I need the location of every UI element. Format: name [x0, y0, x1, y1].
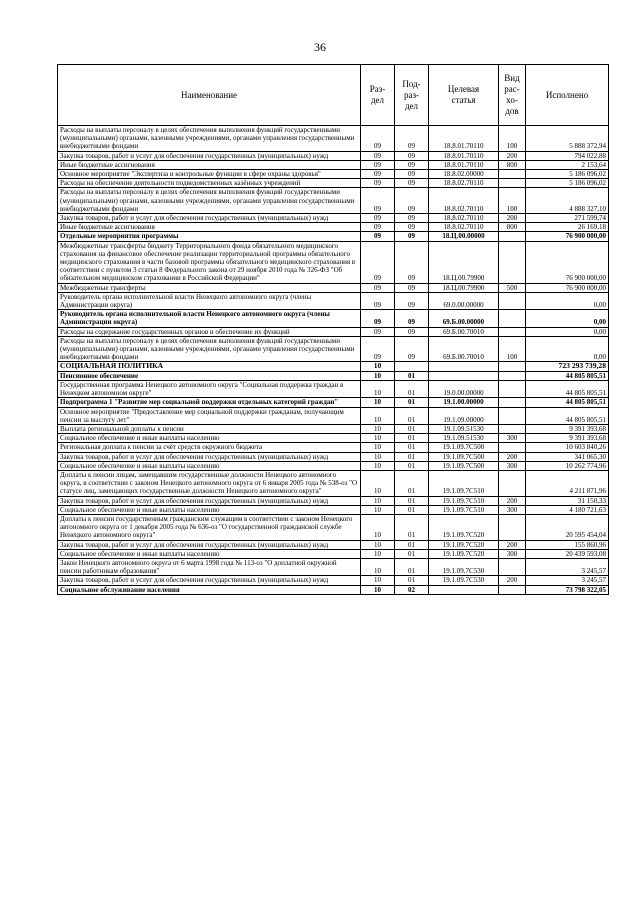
cell-name: Руководитель органа исполнительной власти Ненецкого автономного округа (члены Администрации округа) — [58, 292, 361, 309]
cell-name: Основное мероприятие "Предоставление мер социальной поддержки гражданам, получающим пенсии за выслугу лет" — [58, 407, 361, 424]
cell-expense-type — [499, 371, 526, 380]
header-name: Наименование — [58, 65, 361, 126]
cell-expense-type: 200 — [499, 151, 526, 160]
cell-expense-type: 300 — [499, 461, 526, 470]
cell-expense-type — [499, 470, 526, 496]
cell-name: Закупка товаров, работ и услуг для обеспечения государственных (муниципальных) нужд — [58, 452, 361, 461]
cell-executed: 73 798 322,05 — [526, 585, 609, 594]
cell-subsection: 01 — [395, 452, 429, 461]
header-section-text: Раз- дел — [369, 84, 386, 105]
cell-section: 09 — [361, 241, 395, 283]
table-row — [58, 514, 609, 540]
cell-name: Социальное обеспечение и иные выплаты населению — [58, 505, 361, 514]
cell-subsection: 09 — [395, 310, 429, 327]
cell-section: 09 — [361, 160, 395, 169]
cell-section: 09 — [361, 214, 395, 223]
cell-executed: 0,00 — [526, 336, 609, 362]
table-row — [58, 371, 609, 380]
cell-section: 10 — [361, 407, 395, 424]
cell-name: Межбюджетные трансферты — [58, 283, 361, 292]
cell-section: 10 — [361, 505, 395, 514]
cell-section: 10 — [361, 576, 395, 585]
cell-target-article: 19.1.09.7C510 — [429, 496, 499, 505]
cell-section: 09 — [361, 170, 395, 179]
cell-executed: 723 293 739,28 — [526, 362, 609, 371]
table-row — [58, 362, 609, 371]
cell-target-article: 19.1.09.7C510 — [429, 470, 499, 496]
cell-subsection: 09 — [395, 327, 429, 336]
table-row — [58, 126, 609, 152]
cell-subsection: 01 — [395, 424, 429, 433]
cell-expense-type — [499, 585, 526, 594]
cell-name: Закупка товаров, работ и услуг для обеспечения государственных (муниципальных) нужд — [58, 496, 361, 505]
cell-executed: 76 900 000,00 — [526, 283, 609, 292]
cell-name: Расходы на обеспечение деятельности подведомственных казённых учреждений — [58, 179, 361, 188]
cell-executed: 3 245,57 — [526, 576, 609, 585]
cell-name: Руководитель органа исполнительной власти Ненецкого автономного округа (члены Администрации округа) — [58, 310, 361, 327]
cell-name: Доплаты к пенсии государственным гражданским служащим в соответствии с законом Ненецкого автономного округа от 1 декабря 2005 года № 636-оз "О государственной гражданской службе Ненецкого автономного округа" — [58, 514, 361, 540]
cell-expense-type — [499, 232, 526, 241]
cell-executed: 9 391 393,68 — [526, 434, 609, 443]
header-expense-type — [499, 65, 526, 126]
cell-expense-type — [499, 443, 526, 452]
header-executed: Исполнено — [526, 65, 609, 126]
cell-expense-type: 800 — [499, 223, 526, 232]
table-row — [58, 540, 609, 549]
cell-subsection: 09 — [395, 179, 429, 188]
cell-section: 09 — [361, 151, 395, 160]
cell-name: Подпрограмма 1 "Развитие мер социальной поддержки отдельных категорий граждан" — [58, 398, 361, 407]
table-row — [58, 558, 609, 575]
cell-executed: 3 245,57 — [526, 558, 609, 575]
table-row — [58, 170, 609, 179]
cell-executed: 2 153,64 — [526, 160, 609, 169]
cell-name: Выплата региональной доплаты к пенсии — [58, 424, 361, 433]
cell-executed: 76 900 000,00 — [526, 241, 609, 283]
cell-section: 10 — [361, 434, 395, 443]
cell-subsection: 01 — [395, 443, 429, 452]
table-row — [58, 434, 609, 443]
cell-expense-type: 300 — [499, 549, 526, 558]
cell-executed: 10 262 774,96 — [526, 461, 609, 470]
cell-target-article: 19.1.09.7C520 — [429, 549, 499, 558]
cell-target-article — [429, 362, 499, 371]
cell-section: 10 — [361, 496, 395, 505]
cell-executed: 31 150,33 — [526, 496, 609, 505]
cell-target-article: 69.Б.00.00000 — [429, 310, 499, 327]
cell-target-article: 18.8.02.70110 — [429, 179, 499, 188]
cell-section: 10 — [361, 452, 395, 461]
table-row — [58, 380, 609, 397]
header-expense-type-text: Вид рас- хо- дов — [504, 73, 520, 116]
cell-executed: 5 186 096,02 — [526, 170, 609, 179]
cell-target-article: 19.1.09.00000 — [429, 407, 499, 424]
cell-subsection: 09 — [395, 223, 429, 232]
table-row — [58, 549, 609, 558]
cell-section: 09 — [361, 188, 395, 214]
cell-executed: 9 391 393,68 — [526, 424, 609, 433]
cell-target-article: 19.1.09.7C520 — [429, 514, 499, 540]
cell-name: Закупка товаров, работ и услуг для обеспечения государственных (муниципальных) нужд — [58, 151, 361, 160]
cell-section: 09 — [361, 179, 395, 188]
cell-expense-type: 800 — [499, 160, 526, 169]
cell-target-article: 18.8.01.70110 — [429, 126, 499, 152]
cell-section: 09 — [361, 283, 395, 292]
cell-subsection: 09 — [395, 283, 429, 292]
cell-section: 10 — [361, 371, 395, 380]
cell-expense-type: 500 — [499, 283, 526, 292]
cell-target-article: 18.8.02.00000 — [429, 170, 499, 179]
cell-expense-type — [499, 362, 526, 371]
cell-executed: 155 860,96 — [526, 540, 609, 549]
cell-name: Закупка товаров, работ и услуг для обеспечения государственных (муниципальных) нужд — [58, 214, 361, 223]
table-header-row — [58, 65, 609, 126]
cell-expense-type: 100 — [499, 188, 526, 214]
cell-expense-type: 300 — [499, 434, 526, 443]
cell-executed: 76 900 000,00 — [526, 232, 609, 241]
cell-target-article: 18.Ц.00.00000 — [429, 232, 499, 241]
cell-expense-type — [499, 398, 526, 407]
cell-section: 10 — [361, 514, 395, 540]
cell-section: 10 — [361, 362, 395, 371]
cell-expense-type: 100 — [499, 126, 526, 152]
header-target-text: Целевая статья — [447, 84, 480, 105]
cell-section: 09 — [361, 292, 395, 309]
cell-expense-type — [499, 241, 526, 283]
cell-subsection: 01 — [395, 461, 429, 470]
cell-executed: 44 805 805,51 — [526, 380, 609, 397]
cell-target-article: 19.1.09.7C520 — [429, 540, 499, 549]
cell-name: СОЦИАЛЬНАЯ ПОЛИТИКА — [58, 362, 361, 371]
cell-name: Иные бюджетные ассигнования — [58, 223, 361, 232]
cell-subsection: 01 — [395, 380, 429, 397]
table-row — [58, 232, 609, 241]
cell-name: Отдельные мероприятия программы — [58, 232, 361, 241]
cell-name: Государственная программа Ненецкого автономного округа "Социальная поддержка граждан в Ненецком автономном округе" — [58, 380, 361, 397]
cell-executed: 44 805 805,51 — [526, 371, 609, 380]
cell-subsection: 09 — [395, 188, 429, 214]
table-row — [58, 576, 609, 585]
cell-subsection: 09 — [395, 292, 429, 309]
cell-section: 10 — [361, 558, 395, 575]
table-row — [58, 461, 609, 470]
cell-subsection: 09 — [395, 126, 429, 152]
cell-target-article: 69.Б.00.70010 — [429, 336, 499, 362]
table-row — [58, 292, 609, 309]
cell-subsection: 01 — [395, 398, 429, 407]
table-row — [58, 505, 609, 514]
table-row — [58, 452, 609, 461]
table-row — [58, 241, 609, 283]
cell-subsection — [395, 362, 429, 371]
cell-section: 10 — [361, 380, 395, 397]
header-section — [361, 65, 395, 126]
header-subsection-text: Под- раз- дел — [402, 78, 421, 111]
cell-expense-type: 200 — [499, 452, 526, 461]
cell-subsection: 01 — [395, 496, 429, 505]
cell-section: 10 — [361, 461, 395, 470]
cell-expense-type: 300 — [499, 505, 526, 514]
table-row — [58, 336, 609, 362]
table-row — [58, 327, 609, 336]
cell-target-article: 19.1.09.51530 — [429, 434, 499, 443]
cell-expense-type: 200 — [499, 576, 526, 585]
cell-name: Закон Ненецкого автономного округа от 6 марта 1998 года № 113-оз "О доплатной окружной пенсии работникам образования" — [58, 558, 361, 575]
cell-name: Региональная доплата к пенсии за счёт средств окружного бюджета — [58, 443, 361, 452]
cell-section: 09 — [361, 126, 395, 152]
cell-expense-type: 200 — [499, 496, 526, 505]
cell-executed: 26 169,18 — [526, 223, 609, 232]
cell-expense-type — [499, 310, 526, 327]
cell-expense-type — [499, 407, 526, 424]
cell-name: Межбюджетные трансферты бюджету Территориального фонда обязательного медицинского страхования на финансовое обеспечение реализации территориальной программы обязательного медицинского страхования в части базовой программы обязательного медицинского страхования в соответствии с пунктом 3 статьи 8 Федерального закона от 29 ноября 2010 года № 326-ФЗ "Об обязательном медицинском страховании в Российской Федерации" — [58, 241, 361, 283]
cell-subsection: 09 — [395, 214, 429, 223]
table-row — [58, 160, 609, 169]
cell-name: Расходы на выплаты персоналу в целях обеспечения выполнения функций государственными (муниципальными) органами, казенными учреждениями, органами управления государственными внебюджетными фондами — [58, 188, 361, 214]
cell-subsection: 09 — [395, 241, 429, 283]
cell-target-article: 18.8.01.70110 — [429, 160, 499, 169]
cell-subsection: 01 — [395, 371, 429, 380]
table-row — [58, 151, 609, 160]
cell-executed: 20 595 454,04 — [526, 514, 609, 540]
cell-subsection: 09 — [395, 160, 429, 169]
cell-name: Социальное обеспечение и иные выплаты населению — [58, 434, 361, 443]
cell-name: Расходы на содержание государственных органов и обеспечение их функций — [58, 327, 361, 336]
cell-target-article: 69.Б.00.70010 — [429, 327, 499, 336]
cell-expense-type — [499, 380, 526, 397]
cell-section: 09 — [361, 223, 395, 232]
cell-target-article — [429, 585, 499, 594]
page-number: 36 — [314, 40, 326, 54]
cell-target-article: 19.1.09.51530 — [429, 424, 499, 433]
table-row — [58, 407, 609, 424]
cell-name: Основное мероприятие "Экспертиза и контрольные функции в сфере охраны здоровья" — [58, 170, 361, 179]
cell-executed: 10 603 840,26 — [526, 443, 609, 452]
cell-target-article: 19.1.00.00000 — [429, 398, 499, 407]
cell-subsection: 01 — [395, 434, 429, 443]
table-row — [58, 310, 609, 327]
cell-section: 09 — [361, 327, 395, 336]
cell-name: Социальное обеспечение и иные выплаты населению — [58, 549, 361, 558]
cell-expense-type: 200 — [499, 540, 526, 549]
cell-subsection: 09 — [395, 151, 429, 160]
cell-subsection: 09 — [395, 232, 429, 241]
cell-section: 10 — [361, 398, 395, 407]
cell-target-article: 69.0.00.00000 — [429, 292, 499, 309]
cell-name: Пенсионное обеспечение — [58, 371, 361, 380]
cell-name: Расходы на выплаты персоналу в целях обеспечения выполнения функций государственными (муниципальными) органами, казенными учреждениями, органами управления государственными внебюджетными фондами — [58, 336, 361, 362]
table-row — [58, 188, 609, 214]
cell-target-article — [429, 371, 499, 380]
cell-executed: 4 180 721,63 — [526, 505, 609, 514]
table-row — [58, 470, 609, 496]
cell-subsection: 09 — [395, 336, 429, 362]
cell-executed: 0,00 — [526, 292, 609, 309]
cell-expense-type — [499, 558, 526, 575]
table-row — [58, 424, 609, 433]
cell-target-article: 19.0.00.00000 — [429, 380, 499, 397]
cell-executed: 44 805 805,51 — [526, 407, 609, 424]
cell-subsection: 01 — [395, 540, 429, 549]
cell-name: Социальное обеспечение и иные выплаты населению — [58, 461, 361, 470]
table-row — [58, 443, 609, 452]
header-target-article — [429, 65, 499, 126]
cell-expense-type — [499, 327, 526, 336]
cell-subsection: 02 — [395, 585, 429, 594]
cell-name: Доплаты к пенсии лицам, замещавшим государственные должности Ненецкого автономного округа, в соответствии с законом Ненецкого автономного округа от 6 января 2005 года № 538-оз "О статусе лиц, замещающих государственные должности Ненецкого автономного округа" — [58, 470, 361, 496]
cell-section: 10 — [361, 424, 395, 433]
cell-executed: 341 065,30 — [526, 452, 609, 461]
cell-section: 10 — [361, 549, 395, 558]
cell-expense-type: 100 — [499, 336, 526, 362]
table-row — [58, 283, 609, 292]
cell-section: 10 — [361, 585, 395, 594]
table-row — [58, 223, 609, 232]
cell-executed: 794 022,88 — [526, 151, 609, 160]
cell-target-article: 19.1.09.7C500 — [429, 461, 499, 470]
table-row — [58, 585, 609, 594]
cell-subsection: 01 — [395, 470, 429, 496]
cell-executed: 20 439 593,08 — [526, 549, 609, 558]
cell-expense-type — [499, 292, 526, 309]
cell-executed: 5 186 096,02 — [526, 179, 609, 188]
cell-target-article: 18.8.02.70110 — [429, 214, 499, 223]
cell-expense-type — [499, 170, 526, 179]
table-body — [58, 126, 609, 595]
cell-section: 10 — [361, 470, 395, 496]
cell-target-article: 19.1.09.7C530 — [429, 558, 499, 575]
cell-target-article: 19.1.09.7C500 — [429, 443, 499, 452]
cell-name: Социальное обслуживание населения — [58, 585, 361, 594]
cell-subsection: 01 — [395, 407, 429, 424]
cell-expense-type: 200 — [499, 214, 526, 223]
cell-subsection: 01 — [395, 558, 429, 575]
cell-executed: 0,00 — [526, 310, 609, 327]
cell-executed: 4 888 327,10 — [526, 188, 609, 214]
cell-section: 10 — [361, 540, 395, 549]
cell-name: Закупка товаров, работ и услуг для обеспечения государственных (муниципальных) нужд — [58, 576, 361, 585]
cell-executed: 271 599,74 — [526, 214, 609, 223]
cell-target-article: 18.Ц.00.79900 — [429, 283, 499, 292]
cell-expense-type — [499, 514, 526, 540]
cell-name: Иные бюджетные ассигнования — [58, 160, 361, 169]
table-row — [58, 398, 609, 407]
cell-executed: 4 211 871,96 — [526, 470, 609, 496]
cell-name: Закупка товаров, работ и услуг для обеспечения государственных (муниципальных) нужд — [58, 540, 361, 549]
cell-target-article: 19.1.09.7C530 — [429, 576, 499, 585]
header-subsection — [395, 65, 429, 126]
cell-subsection: 09 — [395, 170, 429, 179]
cell-executed: 0,00 — [526, 327, 609, 336]
cell-subsection: 01 — [395, 549, 429, 558]
cell-target-article: 18.8.02.70110 — [429, 188, 499, 214]
table-row — [58, 214, 609, 223]
cell-name: Расходы на выплаты персоналу в целях обеспечения выполнения функций государственными (муниципальными) органами, казенными учреждениями, органами управления государственными внебюджетными фондами — [58, 126, 361, 152]
budget-execution-table — [57, 64, 609, 595]
cell-target-article: 19.1.09.7C510 — [429, 505, 499, 514]
cell-subsection: 01 — [395, 505, 429, 514]
cell-section: 09 — [361, 310, 395, 327]
cell-expense-type — [499, 424, 526, 433]
table-row — [58, 179, 609, 188]
cell-executed: 44 805 805,51 — [526, 398, 609, 407]
cell-executed: 5 888 372,94 — [526, 126, 609, 152]
cell-expense-type — [499, 179, 526, 188]
cell-subsection: 01 — [395, 514, 429, 540]
cell-target-article: 18.Ц.00.79900 — [429, 241, 499, 283]
cell-section: 10 — [361, 443, 395, 452]
cell-target-article: 18.8.01.70110 — [429, 151, 499, 160]
cell-section: 09 — [361, 232, 395, 241]
cell-section: 09 — [361, 336, 395, 362]
table-row — [58, 496, 609, 505]
cell-target-article: 18.8.02.70110 — [429, 223, 499, 232]
cell-subsection: 01 — [395, 576, 429, 585]
cell-target-article: 19.1.09.7C500 — [429, 452, 499, 461]
